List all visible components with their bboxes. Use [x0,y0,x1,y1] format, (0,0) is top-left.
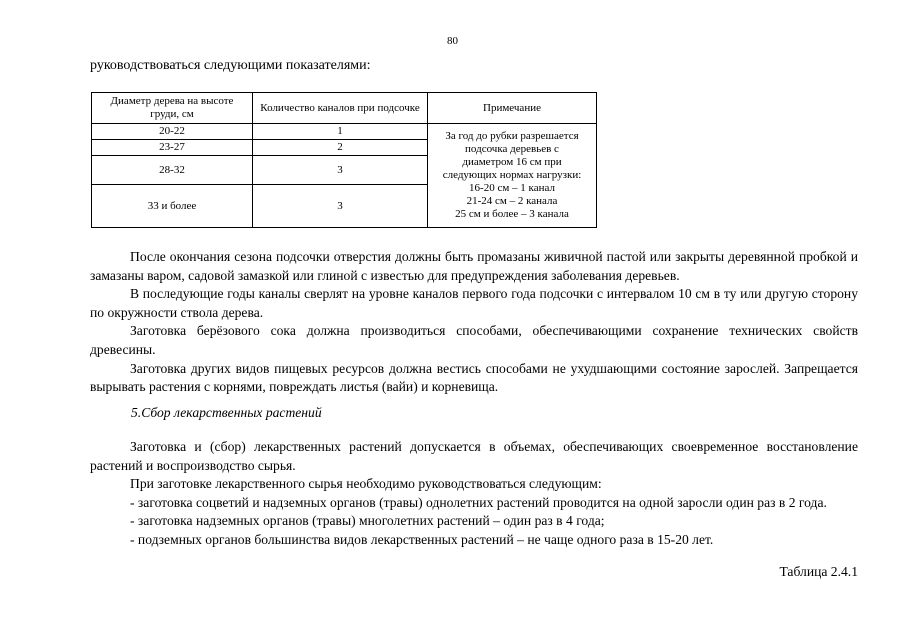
page-number: 80 [447,35,458,47]
tapping-table [91,92,597,228]
note-line: 25 см и более – 3 канала [455,208,569,220]
bullet-item: - заготовка надземных органов (травы) многолетних растений – один раз в 4 года; [130,513,605,529]
cell-diameter: 33 и более [92,185,253,228]
bullet-item: - подземных органов большинства видов лекарственных растений – не чаще одного раза в 15-20 лет. [130,531,714,547]
section-title: 5.Сбор лекарственных растений [131,405,322,420]
cell-diameter: 23-27 [92,140,253,156]
note-line: 21-24 см – 2 канала [466,195,558,207]
intro-line: руководствоваться следующими показателями: [90,58,371,73]
note-line: диаметром 16 см при [462,156,562,168]
paragraph: Заготовка других видов пищевых ресурсов должна вестись способами не ухудшающими состояние зарослей. Запрещается вырывать растения с корнями, повреждать листья (вайи) и корневища. [90,360,858,395]
paragraphs-after-section [90,438,858,550]
cell-channels: 2 [253,140,428,156]
paragraph: После окончания сезона подсочки отверстия должны быть промазаны живичной пастой или закрыты деревянной пробкой и замазаны варом, садовой замазкой или глиной с известью для предупреждения заболевания деревьев. [90,249,858,283]
note-line: За год до рубки разрешается [445,130,579,142]
bullet-item: - заготовка соцветий и надземных органов (травы) однолетних растений проводится на одной заросли один раз в 2 года. [130,494,827,510]
cell-channels: 3 [253,185,428,228]
paragraphs-before-section [90,248,858,397]
paragraph: Заготовка и (сбор) лекарственных растений допускается в объемах, обеспечивающих своевременное восстановление растений и воспроизводство сырья. [90,439,858,473]
cell-diameter: 28-32 [92,156,253,185]
header-note: Примечание [428,93,597,124]
paragraph: Заготовка берёзового сока должна производиться способами, обеспечивающими сохранение технических свойств древесины. [90,323,858,357]
table-label: Таблица 2.4.1 [779,564,858,579]
note-line: подсочка деревьев с [465,143,559,155]
paragraph: В последующие годы каналы сверлят на уровне каналов первого года подсочки с интервалом 10 см в ту или другую сторону по окружности ствола дерева. [90,286,858,320]
table-row [92,124,597,140]
cell-channels: 3 [253,156,428,185]
paragraph: При заготовке лекарственного сырья необходимо руководствоваться следующим: [130,476,602,492]
cell-note [428,124,597,228]
cell-channels: 1 [253,124,428,140]
table-header-row [92,93,597,124]
header-channels: Количество каналов при подсочке [253,93,428,124]
cell-diameter: 20-22 [92,124,253,140]
note-line: следующих нормах нагрузки: [442,169,582,181]
header-diameter: Диаметр дерева на высоте груди, см [92,93,253,124]
note-line: 16-20 см – 1 канал [469,182,555,194]
